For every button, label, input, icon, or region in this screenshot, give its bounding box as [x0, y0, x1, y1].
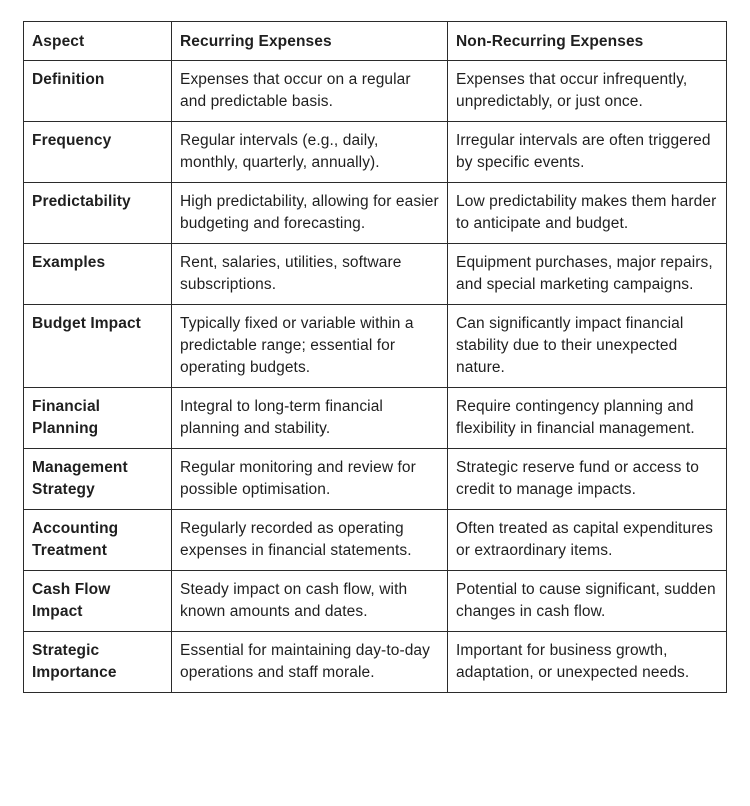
aspect-cell: Management Strategy [24, 449, 172, 510]
table-row [24, 449, 727, 510]
recurring-cell: Regularly recorded as operating expenses in financial statements. [172, 510, 448, 571]
table-row [24, 388, 727, 449]
table-header-row [24, 22, 727, 61]
aspect-cell: Budget Impact [24, 305, 172, 388]
aspect-cell: Cash Flow Impact [24, 571, 172, 632]
aspect-cell: Predictability [24, 183, 172, 244]
header-recurring-expenses: Recurring Expenses [172, 22, 448, 61]
aspect-cell: Strategic Importance [24, 632, 172, 693]
table-row [24, 305, 727, 388]
table-row [24, 571, 727, 632]
non-recurring-cell: Important for business growth, adaptation, or unexpected needs. [448, 632, 727, 693]
header-non-recurring-expenses: Non-Recurring Expenses [448, 22, 727, 61]
recurring-cell: Integral to long-term financial planning and stability. [172, 388, 448, 449]
aspect-cell: Frequency [24, 122, 172, 183]
aspect-cell: Definition [24, 61, 172, 122]
non-recurring-cell: Expenses that occur infrequently, unpredictably, or just once. [448, 61, 727, 122]
recurring-cell: Steady impact on cash flow, with known amounts and dates. [172, 571, 448, 632]
table-row [24, 510, 727, 571]
aspect-cell: Financial Planning [24, 388, 172, 449]
non-recurring-cell: Often treated as capital expenditures or extraordinary items. [448, 510, 727, 571]
table-row [24, 122, 727, 183]
table-row [24, 183, 727, 244]
table-row [24, 61, 727, 122]
non-recurring-cell: Irregular intervals are often triggered by specific events. [448, 122, 727, 183]
recurring-cell: Expenses that occur on a regular and predictable basis. [172, 61, 448, 122]
non-recurring-cell: Potential to cause significant, sudden changes in cash flow. [448, 571, 727, 632]
aspect-cell: Examples [24, 244, 172, 305]
expenses-comparison-table [23, 21, 727, 693]
non-recurring-cell: Require contingency planning and flexibility in financial management. [448, 388, 727, 449]
table-row [24, 244, 727, 305]
recurring-cell: Essential for maintaining day-to-day operations and staff morale. [172, 632, 448, 693]
non-recurring-cell: Can significantly impact financial stability due to their unexpected nature. [448, 305, 727, 388]
aspect-cell: Accounting Treatment [24, 510, 172, 571]
comparison-table-container [23, 21, 726, 693]
recurring-cell: Typically fixed or variable within a predictable range; essential for operating budgets. [172, 305, 448, 388]
non-recurring-cell: Low predictability makes them harder to anticipate and budget. [448, 183, 727, 244]
recurring-cell: Regular monitoring and review for possible optimisation. [172, 449, 448, 510]
non-recurring-cell: Strategic reserve fund or access to credit to manage impacts. [448, 449, 727, 510]
recurring-cell: Regular intervals (e.g., daily, monthly, quarterly, annually). [172, 122, 448, 183]
recurring-cell: High predictability, allowing for easier budgeting and forecasting. [172, 183, 448, 244]
table-row [24, 632, 727, 693]
non-recurring-cell: Equipment purchases, major repairs, and special marketing campaigns. [448, 244, 727, 305]
header-aspect: Aspect [24, 22, 172, 61]
recurring-cell: Rent, salaries, utilities, software subscriptions. [172, 244, 448, 305]
